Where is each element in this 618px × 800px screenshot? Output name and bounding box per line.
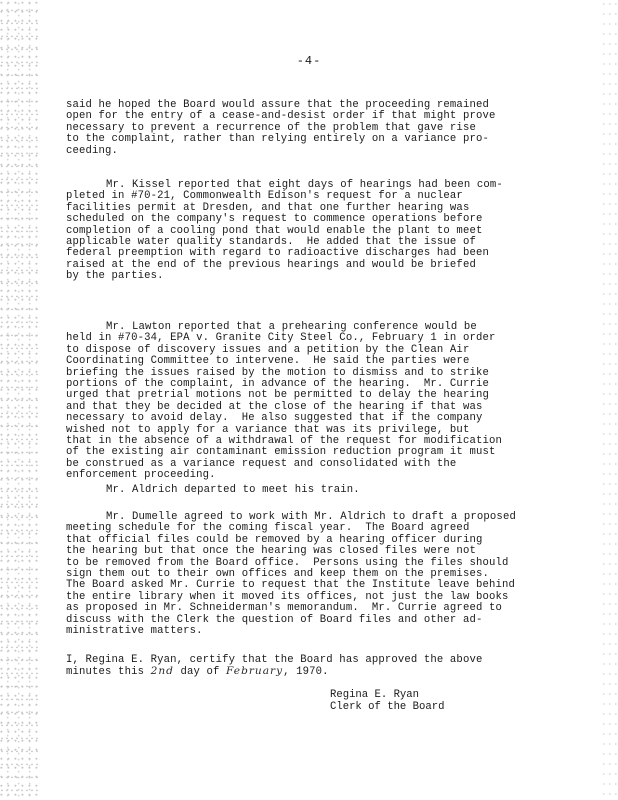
text-line: completion of a cooling pond that would enable the plant to meet <box>66 224 483 237</box>
date-middle: day of <box>173 666 227 679</box>
text-line: facilities permit at Dresden, and that one further hearing was <box>66 201 470 214</box>
text-line: portions of the complaint, in advance of the hearing. Mr. Currie <box>66 378 489 391</box>
paragraph-dumelle-schedule <box>66 512 546 637</box>
signature-block <box>330 689 444 713</box>
certification-statement <box>66 655 546 679</box>
scan-edge-noise-left <box>0 0 40 800</box>
scan-edge-noise-right <box>602 0 618 800</box>
text-line: to be removed from the Board office. Persons using the files should <box>66 556 509 569</box>
text-line: pleted in #70-21, Commonwealth Edison's request for a nuclear <box>66 190 463 203</box>
text-line: applicable water quality standards. He added that the issue of <box>66 236 476 249</box>
text-line: briefing the issues raised by the motion to dismiss and to strike <box>66 366 489 379</box>
text-line: Mr. Aldrich departed to meet his train. <box>106 484 360 496</box>
text-line: sign them out to their own offices and keep them on the premises. <box>66 568 489 581</box>
signatory-title: Clerk of the Board <box>330 701 445 713</box>
text-line: open for the entry of a cease-and-desist order if that might prove <box>66 110 496 123</box>
text-line: to the complaint, rather than relying entirely on a variance pro- <box>66 133 489 146</box>
text-line: raised at the end of the previous hearings and would be briefed <box>66 258 476 271</box>
paragraph-lawton-report <box>66 322 546 482</box>
text-line: urged that pretrial motions not be permitted to delay the hearing <box>66 389 489 402</box>
date-prefix: minutes this <box>66 666 151 679</box>
text-line: necessary to prevent a recurrence of the problem that gave rise <box>66 121 476 134</box>
text-line: said he hoped the Board would assure that the proceeding remained <box>66 99 489 111</box>
text-line: Mr. Dumelle agreed to work with Mr. Aldrich to draft a proposed <box>106 511 516 523</box>
signatory-name: Regina E. Ryan <box>330 689 420 701</box>
handwritten-day: 2nd <box>150 665 174 678</box>
certification-line: I, Regina E. Ryan, certify that the Board has approved the above <box>66 654 483 666</box>
page-number: -4- <box>296 54 322 68</box>
text-line: of the existing air contaminant emission reduction program it must <box>66 446 496 459</box>
text-line: and that they be decided at the close of the hearing if that was <box>66 400 483 413</box>
text-line: ceeding. <box>66 144 119 157</box>
text-line: that official files could be removed by a hearing officer during <box>66 533 483 546</box>
certification-date-line <box>66 666 546 678</box>
text-line: by the parties. <box>66 270 164 283</box>
text-line: scheduled on the company's request to commence operations before <box>66 213 483 226</box>
paragraph-kissel-report <box>66 180 546 283</box>
text-line: Mr. Kissel reported that eight days of hearings had been com- <box>106 179 503 191</box>
text-line: that in the absence of a withdrawal of the request for modification <box>66 435 502 448</box>
paragraph-continuation <box>66 100 546 157</box>
text-line: meeting schedule for the coming fiscal year. The Board agreed <box>66 522 470 535</box>
date-suffix: , 1970. <box>283 666 329 679</box>
text-line: necessary to avoid delay. He also suggested that if the company <box>66 412 483 425</box>
text-line: be construed as a variance request and consolidated with the <box>66 457 457 470</box>
handwritten-month: February <box>226 665 284 678</box>
text-line: The Board asked Mr. Currie to request that the Institute leave behind <box>66 579 516 592</box>
paragraph-aldrich-departure <box>66 485 546 496</box>
text-line: held in #70-34, EPA v. Granite City Steel Co., February 1 in order <box>66 332 496 345</box>
text-line: the entire library when it moved its offices, not just the law books <box>66 590 509 603</box>
text-line: wished not to apply for a variance that was its privilege, but <box>66 423 470 436</box>
text-line: Coordinating Committee to intervene. He said the parties were <box>66 355 470 368</box>
text-line: enforcement proceeding. <box>66 469 216 482</box>
text-line: Mr. Lawton reported that a prehearing conference would be <box>106 321 477 333</box>
text-line: the hearing but that once the hearing was closed files were not <box>66 545 476 558</box>
text-line: as proposed in Mr. Schneiderman's memorandum. Mr. Currie agreed to <box>66 602 502 615</box>
text-line: to dispose of discovery issues and a petition by the Clean Air <box>66 343 470 356</box>
text-line: discuss with the Clerk the question of Board files and other ad- <box>66 613 483 626</box>
text-line: ministrative matters. <box>66 625 203 638</box>
text-line: federal preemption with regard to radioactive discharges had been <box>66 247 489 260</box>
